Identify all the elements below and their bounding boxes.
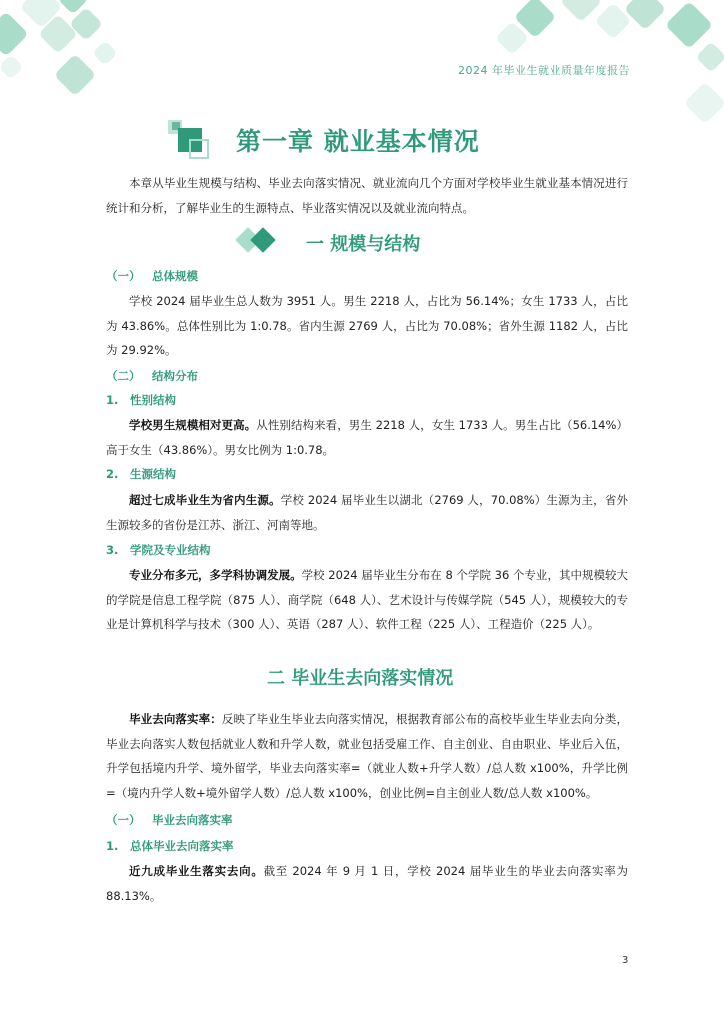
subsection-heading-placement-rate [106, 812, 233, 828]
paragraph-college-major [106, 563, 628, 637]
item-heading-overall-placement [106, 838, 234, 854]
paragraph-body: 学校 2024 届毕业生以湖北（2769 人，70.08%）生源为主，省外生源较多的省份是江苏、浙江、河南等地。 [106, 493, 628, 532]
item-number: 2. [106, 467, 119, 481]
subsection-number: （一） [106, 813, 141, 827]
paragraph-gender [106, 413, 628, 462]
subsection-heading-overall-scale [106, 268, 198, 284]
paragraph-overall-placement [106, 859, 628, 908]
section-heading-2 [0, 664, 724, 692]
item-title: 性别结构 [130, 393, 176, 407]
subsection-number: （二） [106, 369, 141, 383]
paragraph-lead: 学校男生规模相对更高。 [129, 418, 257, 432]
item-number: 1. [106, 393, 119, 407]
item-heading-gender [106, 392, 176, 408]
running-header: 2024 年毕业生就业质量年度报告 [458, 64, 630, 77]
subsection-heading-structure [106, 368, 198, 384]
item-number: 1. [106, 839, 119, 853]
paragraph-body: 截至 2024 年 9 月 1 日，学校 2024 届毕业生的毕业去向落实率为 88.13%。 [106, 864, 628, 903]
item-title: 学院及专业结构 [130, 543, 211, 557]
diamond-icon [234, 226, 286, 256]
section-title-1: 一 规模与结构 [306, 234, 421, 255]
paragraph-origin [106, 488, 628, 537]
subsection-number: （一） [106, 269, 141, 283]
paragraph-definition [106, 707, 628, 805]
chapter-intro: 本章从毕业生规模与结构、毕业去向落实情况、就业流向几个方面对学校毕业生就业基本情况进行统计和分析，了解毕业生的生源特点、毕业落实情况以及就业流向特点。 [106, 176, 628, 215]
paragraph-body: 反映了毕业生毕业去向落实情况，根据教育部公布的高校毕业生毕业去向分类，毕业去向落实人数包括就业人数和升学人数，就业包括受雇工作、自主创业、自由职业、毕业后入伍，升学包括境内升学、境外留学，毕业去向落实率=（就业人数+升学人数）/总人数 x100%，升学比例=（境内升学人数+境外留学人数）/总人数 x100%，创业比例=自主创业人数/总人数 x100%。 [106, 712, 628, 800]
item-title: 生源结构 [130, 467, 176, 481]
section-title-2: 二 毕业生去向落实情况 [267, 668, 454, 689]
paragraph-overall-scale: 学校 2024 届毕业生总人数为 3951 人。男生 2218 人，占比为 56.14%；女生 1733 人，占比为 43.86%。总体性别比为 1:0.78。省内生源 2769 人，占比为 70.08%；省外生源 1182 人，占比为 29.92%。 [106, 294, 628, 357]
subsection-title: 结构分布 [152, 369, 198, 383]
item-title: 总体毕业去向落实率 [130, 839, 234, 853]
chapter-heading [0, 118, 724, 168]
paragraph-lead: 近九成毕业生落实去向。 [129, 864, 264, 878]
section-heading-1 [0, 228, 724, 256]
paragraph-body: 从性别结构来看，男生 2218 人，女生 1733 人。男生占比（56.14%）高于女生（43.86%）。男女比例为 1:0.78。 [106, 418, 628, 457]
paragraph-body: 学校 2024 届毕业生分布在 8 个学院 36 个专业，其中规模较大的学院是信息工程学院（875 人）、商学院（648 人）、艺术设计与传媒学院（545 人），规模较大的专业是计算机科学与技术（300 人）、英语（287 人）、软件工程（225 人）、工程造价（225 人）。 [106, 568, 628, 631]
item-heading-college-major [106, 542, 211, 558]
subsection-title: 毕业去向落实率 [152, 813, 233, 827]
paragraph-lead: 毕业去向落实率： [129, 712, 222, 726]
subsection-title: 总体规模 [152, 269, 198, 283]
item-heading-origin [106, 466, 176, 482]
chapter-squares-icon [168, 118, 212, 164]
page-number: 3 [622, 955, 629, 966]
chapter-title: 第一章 就业基本情况 [236, 127, 480, 156]
paragraph-lead: 超过七成毕业生为省内生源。 [129, 493, 281, 507]
paragraph-lead: 专业分布多元，多学科协调发展。 [129, 568, 302, 582]
item-number: 3. [106, 543, 119, 557]
